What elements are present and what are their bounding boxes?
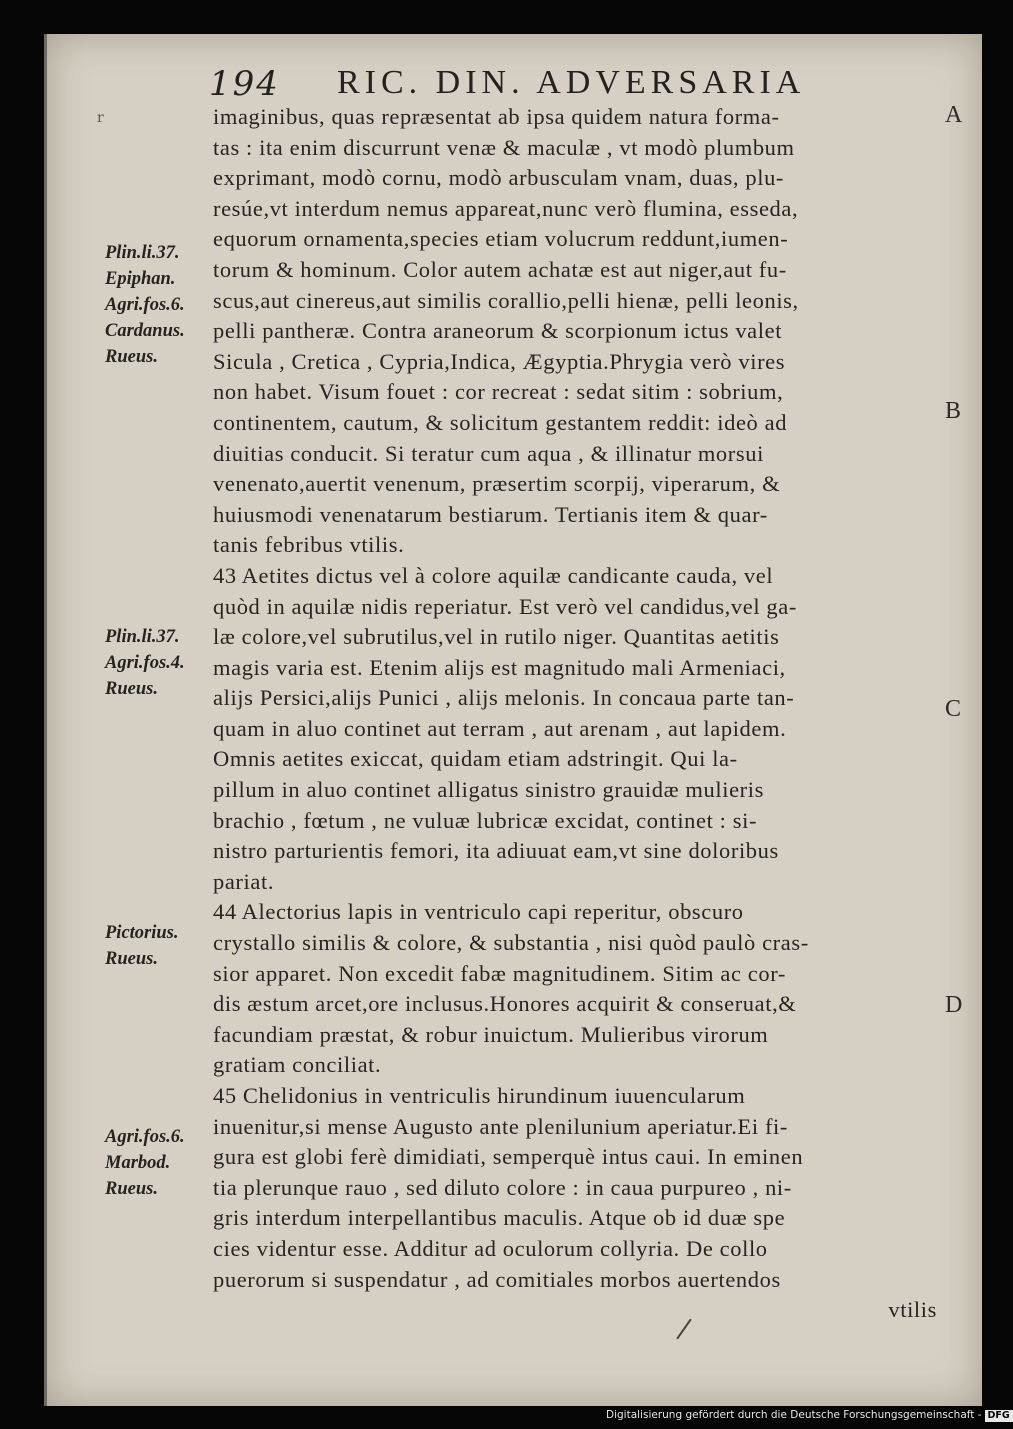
margin-note-line: Pictorius. xyxy=(105,923,179,943)
text-line: torum & hominum. Color autem achatæ est aut niger,aut fu- xyxy=(213,256,787,282)
margin-note-line: Agri.fos.6. xyxy=(105,295,185,315)
margin-note-line: Agri.fos.4. xyxy=(105,653,185,673)
text-line: puerorum si suspendatur , ad comitiales morbos auertendos xyxy=(213,1266,781,1292)
margin-note-line: Agri.fos.6. xyxy=(105,1127,185,1147)
margin-note-4 xyxy=(105,1124,215,1202)
text-line: diuitias conducit. Si teratur cum aqua , & illinatur morsui xyxy=(213,440,764,466)
text-line: 43 Aetites dictus vel à colore aquilæ candicante cauda, vel xyxy=(213,562,774,588)
text-line: scus,aut cinereus,aut similis corallio,pelli hienæ, pelli leonis, xyxy=(213,287,799,313)
text-line: sior apparet. Non excedit fabæ magnitudinem. Sitim ac cor- xyxy=(213,960,786,986)
page-number: 194 xyxy=(209,64,280,104)
text-line: quam in aluo continet aut terram , aut arenam , aut lapidem. xyxy=(213,715,787,741)
margin-note-3 xyxy=(105,920,215,972)
text-line: cies videntur esse. Additur ad oculorum collyria. De collo xyxy=(213,1235,768,1261)
text-line: magis varia est. Etenim alijs est magnitudo mali Armeniaci, xyxy=(213,654,786,680)
body-text xyxy=(213,102,943,1326)
margin-note-line: Rueus. xyxy=(105,949,158,969)
text-line: tanis febribus vtilis. xyxy=(213,532,405,558)
digitization-footer xyxy=(606,1409,1010,1427)
text-line: equorum ornamenta,species etiam volucrum reddunt,iumen- xyxy=(213,226,789,252)
margin-note-2 xyxy=(105,624,215,702)
text-line: gris interdum interpellantibus maculis. Atque ob id duæ spe xyxy=(213,1205,786,1231)
text-line: pariat. xyxy=(213,868,275,894)
text-line: læ colore,vel subrutilus,vel in rutilo niger. Quantitas aetitis xyxy=(213,624,780,650)
text-line: crystallo similis & colore, & substantia , nisi quòd paulò cras- xyxy=(213,930,809,956)
margin-note-1 xyxy=(105,240,215,370)
margin-note-line: Rueus. xyxy=(105,347,158,367)
footer-text: Digitalisierung gefördert durch die Deutsche Forschungsgemeinschaft - xyxy=(606,1409,982,1421)
text-line: gura est globi ferè dimidiati, semperquè intus caui. In eminen xyxy=(213,1144,804,1170)
section-letter-c: C xyxy=(945,696,962,722)
text-line: continentem, cautum, & solicitum gestantem reddit: ideò ad xyxy=(213,409,788,435)
text-line: 45 Chelidonius in ventriculis hirundinum iuuencularum xyxy=(213,1083,746,1108)
text-line: non habet. Visum fouet : cor recreat : sedat sitim : sobrium, xyxy=(213,379,784,405)
text-line: resúe,vt interdum nemus appareat,nunc verò flumina, esseda, xyxy=(213,195,799,221)
section-letter-b: B xyxy=(945,398,962,424)
corner-mark: r xyxy=(97,110,104,126)
margin-note-line: Epiphan. xyxy=(105,269,176,289)
text-line: tas : ita enim discurrunt venæ & maculæ , vt modò plumbum xyxy=(213,134,795,160)
text-line: pelli pantheræ. Contra araneorum & scorpionum ictus valet xyxy=(213,318,783,344)
text-line: quòd in aquilæ nidis reperiatur. Est verò vel candidus,vel ga- xyxy=(213,593,797,619)
text-line: tia plerunque rauo , sed diluto colore : in caua purpureo , ni- xyxy=(213,1174,792,1200)
running-title: RIC. DIN. ADVERSARIA xyxy=(337,64,806,101)
section-letter-a: A xyxy=(945,102,963,128)
text-line: exprimant, modò cornu, modò arbusculam vnam, duas, plu- xyxy=(213,165,785,191)
text-line: imaginibus, quas repræsentat ab ipsa quidem natura forma- xyxy=(213,104,780,129)
text-line: pillum in aluo continet alligatus sinistro grauidæ mulieris xyxy=(213,777,764,803)
margin-note-line: Rueus. xyxy=(105,679,158,699)
text-line: Omnis aetites exiccat, quidam etiam adstringit. Qui la- xyxy=(213,746,738,772)
page-header xyxy=(209,64,909,104)
margin-note-line: Cardanus. xyxy=(105,321,185,341)
text-line: alijs Persici,alijs Punici , alijs melonis. In concaua parte tan- xyxy=(213,685,795,711)
catchword: vtilis xyxy=(888,1297,937,1323)
margin-note-line: Plin.li.37. xyxy=(105,243,180,263)
margin-note-line: Rueus. xyxy=(105,1179,158,1199)
text-line: dis æstum arcet,ore inclusus.Honores acquirit & conseruat,& xyxy=(213,991,797,1017)
margin-note-line: Marbod. xyxy=(105,1153,171,1173)
text-line: inuenitur,si mense Augusto ante plenilunium aperiatur.Ei fi- xyxy=(213,1113,788,1139)
text-line: gratiam conciliat. xyxy=(213,1052,382,1078)
margin-note-line: Plin.li.37. xyxy=(105,627,180,647)
text-line: venenato,auertit venenum, præsertim scorpij, viperarum, & xyxy=(213,471,781,497)
text-line: Sicula , Cretica , Cypria,Indica, Ægyptia.Phrygia verò vires xyxy=(213,348,786,374)
text-line: huiusmodi venenatarum bestiarum. Tertianis item & quar- xyxy=(213,501,768,527)
text-line: nistro parturientis femori, ita adiuuat eam,vt sine doloribus xyxy=(213,838,779,864)
text-line: brachio , fœtum , ne vuluæ lubricæ excidat, continet : si- xyxy=(213,807,758,833)
text-line: facundiam præstat, & robur inuictum. Mulieribus virorum xyxy=(213,1021,769,1047)
dfg-badge: DFG xyxy=(985,1410,1013,1422)
book-page xyxy=(44,34,982,1406)
section-letter-d: D xyxy=(945,992,963,1018)
text-line: 44 Alectorius lapis in ventriculo capi reperitur, obscuro xyxy=(213,899,744,925)
